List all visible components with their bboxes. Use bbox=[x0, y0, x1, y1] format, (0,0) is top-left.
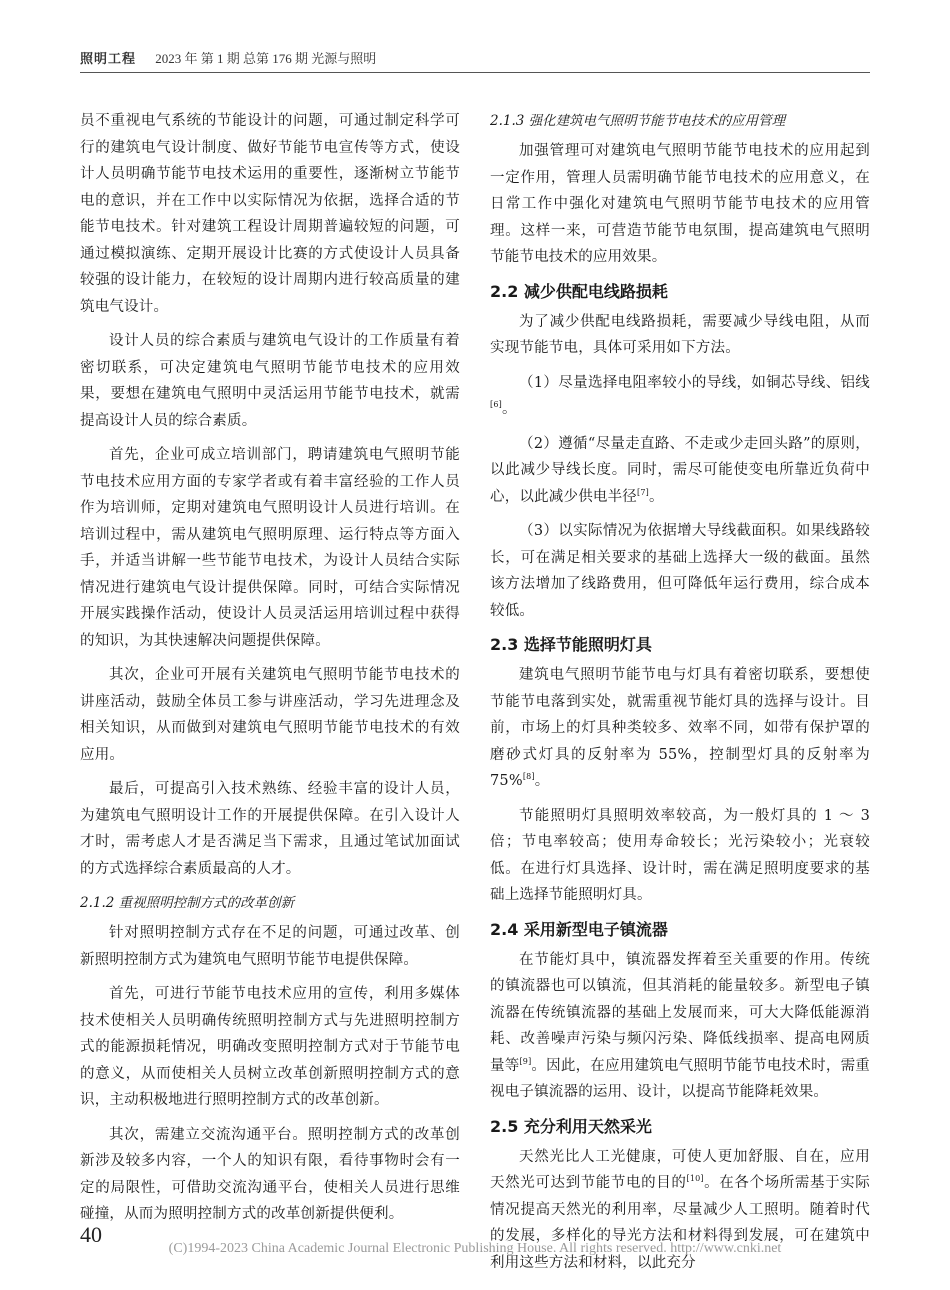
paragraph-text: 天然光比人工光健康，可使人更加舒服、自在，应用天然光可达到节能节电的目的 bbox=[490, 1148, 870, 1191]
paragraph: 针对照明控制方式存在不足的问题，可通过改革、创新照明控制方式为建筑电气照明节能节电提供保障。 bbox=[80, 925, 460, 968]
subsection-heading-2-1-2: 2.1.2 重视照明控制方式的改革创新 bbox=[80, 895, 295, 911]
paragraph-text: 。因此，在应用建筑电气照明节能节电技术时，需重视电子镇流器的运用、设计，以提高节能降耗效果。 bbox=[490, 1057, 870, 1100]
paragraph: 首先，企业可成立培训部门，聘请建筑电气照明节能节电技术应用方面的专家学者或有着丰富经验的工作人员作为培训师，定期对建筑电气照明设计人员进行培训。在培训过程中，需从建筑电气照明原理、运行特点等方面入手，并适当讲解一些节能节电技术，为设计人员结合实际情况进行建筑电气设计提供保障。同时，可结合实际情况开展实践操作活动，使设计人员灵活运用培训过程中获得的知识，为其快速解决问题提供保障。 bbox=[80, 447, 460, 649]
subsection-heading-2-1-3: 2.1.3 强化建筑电气照明节能节电技术的应用管理 bbox=[490, 113, 786, 129]
paragraph: 员不重视电气系统的节能设计的问题，可通过制定科学可行的建筑电气设计制度、做好节能节电宣传等方式，使设计人员明确节能节电技术运用的重要性，逐渐树立节能节电的意识，并在工作中以实际情况为依据，选择合适的节能节电技术。针对建筑工程设计周期普遍较短的问题，可通过模拟演练、定期开展设计比赛的方式使设计人员具备较强的设计能力，在较短的设计周期内进行较高质量的建筑电气设计。 bbox=[80, 113, 460, 315]
paragraph bbox=[490, 662, 870, 795]
paragraph bbox=[490, 431, 870, 511]
citation: [6] bbox=[490, 400, 502, 410]
right-column bbox=[490, 108, 870, 1284]
paragraph bbox=[490, 947, 870, 1106]
citation: [7] bbox=[637, 487, 649, 497]
paragraph-text: （2）遵循“尽量走直路、不走或少走回头路”的原则，以此减少导线长度。同时，需尽可能使变电所靠近负荷中心，以此减少供电半径 bbox=[490, 435, 870, 505]
paragraph: 其次，企业可开展有关建筑电气照明节能节电技术的讲座活动，鼓励全体员工参与讲座活动，学习先进理念及相关知识，从而做到对建筑电气照明节能节电技术的有效应用。 bbox=[80, 667, 460, 763]
paragraph: 设计人员的综合素质与建筑电气设计的工作质量有着密切联系，可决定建筑电气照明节能节电技术的应用效果，要想在建筑电气照明中灵活运用节能节电技术，就需提高设计人员的综合素质。 bbox=[80, 333, 460, 429]
paragraph bbox=[490, 370, 870, 423]
paragraph: 其次，需建立交流沟通平台。照明控制方式的改革创新涉及较多内容，一个人的知识有限，看待事物时会有一定的局限性，可借助交流沟通平台，使相关人员进行思维碰撞，从而为照明控制方式的改革创新提供便利。 bbox=[80, 1126, 460, 1222]
header-divider bbox=[80, 72, 870, 73]
section-heading-2-4: 2.4 采用新型电子镇流器 bbox=[490, 919, 668, 939]
paragraph-text: 。在各个场所需基于实际情况提高天然光的利用率，尽量减少人工照明。随着时代的发展，多样化的导光方法和材料得到发展，可在建筑中利用这些方法和材料，以此充分 bbox=[490, 1175, 870, 1271]
paragraph-text: 。 bbox=[534, 773, 550, 789]
journal-name: 照明工程 bbox=[80, 51, 137, 66]
section-heading-2-5: 2.5 充分利用天然采光 bbox=[490, 1116, 652, 1136]
paragraph-text: 。 bbox=[648, 488, 664, 505]
paragraph: （3）以实际情况为依据增大导线截面积。如果线路较长，可在满足相关要求的基础上选择大一级的截面。虽然该方法增加了线路费用，但可降低年运行费用，综合成本较低。 bbox=[490, 523, 870, 619]
running-header bbox=[80, 48, 870, 72]
citation: [8] bbox=[522, 772, 535, 782]
page-number: 40 bbox=[80, 1222, 102, 1247]
copyright-watermark: (C)1994-2023 China Academic Journal Electronic Publishing House. All rights reserved. http://www.cnki.net bbox=[168, 1241, 782, 1256]
citation: [9] bbox=[519, 1056, 532, 1066]
paragraph: 节能照明灯具照明效率较高，为一般灯具的 1 ～ 3 倍；节电率较高；使用寿命较长；光污染较小；光衰较低。在进行灯具选择、设计时，需在满足照明度要求的基础上选择节能照明灯具。 bbox=[490, 807, 870, 903]
section-heading-2-2: 2.2 减少供配电线路损耗 bbox=[490, 281, 668, 301]
issue-info: 2023 年 第 1 期 总第 176 期 光源与照明 bbox=[155, 51, 377, 66]
section-heading-2-3: 2.3 选择节能照明灯具 bbox=[490, 635, 652, 654]
citation: [10] bbox=[686, 1174, 704, 1184]
paragraph: 加强管理可对建筑电气照明节能节电技术的应用起到一定作用，管理人员需明确节能节电技术的应用意义，在日常工作中强化对建筑电气照明节能节电技术的应用管理。这样一来，可营造节能节电氛围，提高建筑电气照明节能节电技术的应用效果。 bbox=[490, 143, 870, 265]
paragraph: 为了减少供配电线路损耗，需要减少导线电阻，从而实现节能节电，具体可采用如下方法。 bbox=[490, 313, 870, 356]
paragraph-text: 。 bbox=[501, 401, 517, 417]
paragraph: 最后，可提高引入技术熟练、经验丰富的设计人员，为建筑电气照明设计工作的开展提供保障。在引入设计人才时，需考虑人才是否满足当下需求，且通过笔试加面试的方式选择综合素质最高的人才。 bbox=[80, 781, 460, 877]
left-column bbox=[80, 108, 460, 1236]
paragraph-text: 建筑电气照明节能节电与灯具有着密切联系，要想使节能节电落到实处，就需重视节能灯具的选择与设计。目前，市场上的灯具种类较多、效率不同，如带有保护罩的磨砂式灯具的反射率为 55%，控制型灯具的反射率为 75% bbox=[490, 667, 870, 789]
paragraph-text: （1）尽量选择电阻率较小的导线，如铜芯导线、铝线 bbox=[519, 374, 870, 391]
paragraph: 首先，可进行节能节电技术应用的宣传，利用多媒体技术使相关人员明确传统照明控制方式与先进照明控制方式的能源损耗情况，明确改变照明控制方式对于节能节电的意义，从而使相关人员树立改革创新照明控制方式的意识，主动积极地进行照明控制方式的改革创新。 bbox=[80, 986, 460, 1108]
paragraph-text: 在节能灯具中，镇流器发挥着至关重要的作用。传统的镇流器也可以镇流，但其消耗的能量较多。新型电子镇流器在传统镇流器的基础上发展而来，可大大降低能源消耗、改善噪声污染与频闪污染、降低线损率、提高电网质量等 bbox=[490, 951, 870, 1074]
